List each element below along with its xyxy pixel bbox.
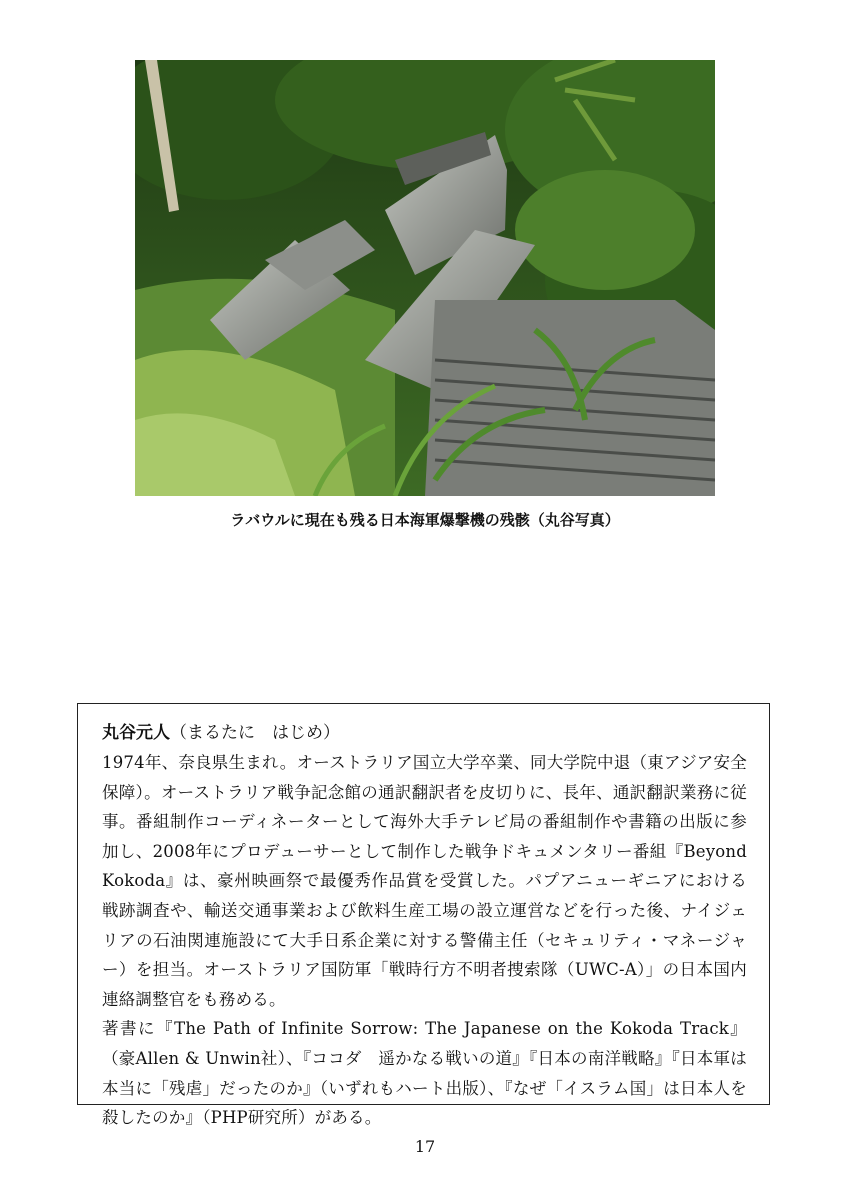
author-name: 丸谷元人 bbox=[102, 723, 170, 743]
wreck-photo-illustration bbox=[135, 60, 715, 496]
author-bio-box bbox=[77, 703, 770, 1128]
wreck-photo bbox=[135, 60, 715, 496]
photo-caption: ラバウルに現在も残る日本海軍爆撃機の残骸（丸谷写真） bbox=[230, 511, 620, 529]
bio-heading bbox=[102, 718, 747, 748]
author-name-reading: （まるたに はじめ） bbox=[170, 723, 340, 743]
page-number: 17 bbox=[414, 1137, 436, 1156]
bio-paragraph-career: 1974年、奈良県生まれ。オーストラリア国立大学卒業、同大学院中退（東アジア安全保障）。オーストラリア戦争記念館の通訳翻訳者を皮切りに、長年、通訳翻訳業務に従事。番組制作コーディネーターとして海外大手テレビ局の番組制作や書籍の出版に参加し、2008年にプロデューサーとして制作した戦争ドキュメンタリー番組『Beyond Kokoda』は、豪州映画祭で最優秀作品賞を受賞した。パプアニューギニアにおける戦跡調査や、輸送交通事業および飲料生産工場の設立運営などを行った後、ナイジェリアの石油関連施設にて大手日系企業に対する警備主任（セキュリティ・マネージャー）を担当。オーストラリア国防軍「戦時行方不明者捜索隊（UWC-A）」の日本国内連絡調整官をも務める。 bbox=[102, 753, 747, 1009]
bio-paragraph-books: 著書に『The Path of Infinite Sorrow: The Japanese on the Kokoda Track』（豪Allen & Unwin社）、『ココダ 遥かなる戦いの道』『日本の南洋戦略』『日本軍は本当に「残虐」だったのか』（いずれもハート出版）、『なぜ「イスラム国」は日本人を殺したのか』（PHP研究所）がある。 bbox=[102, 1019, 747, 1128]
